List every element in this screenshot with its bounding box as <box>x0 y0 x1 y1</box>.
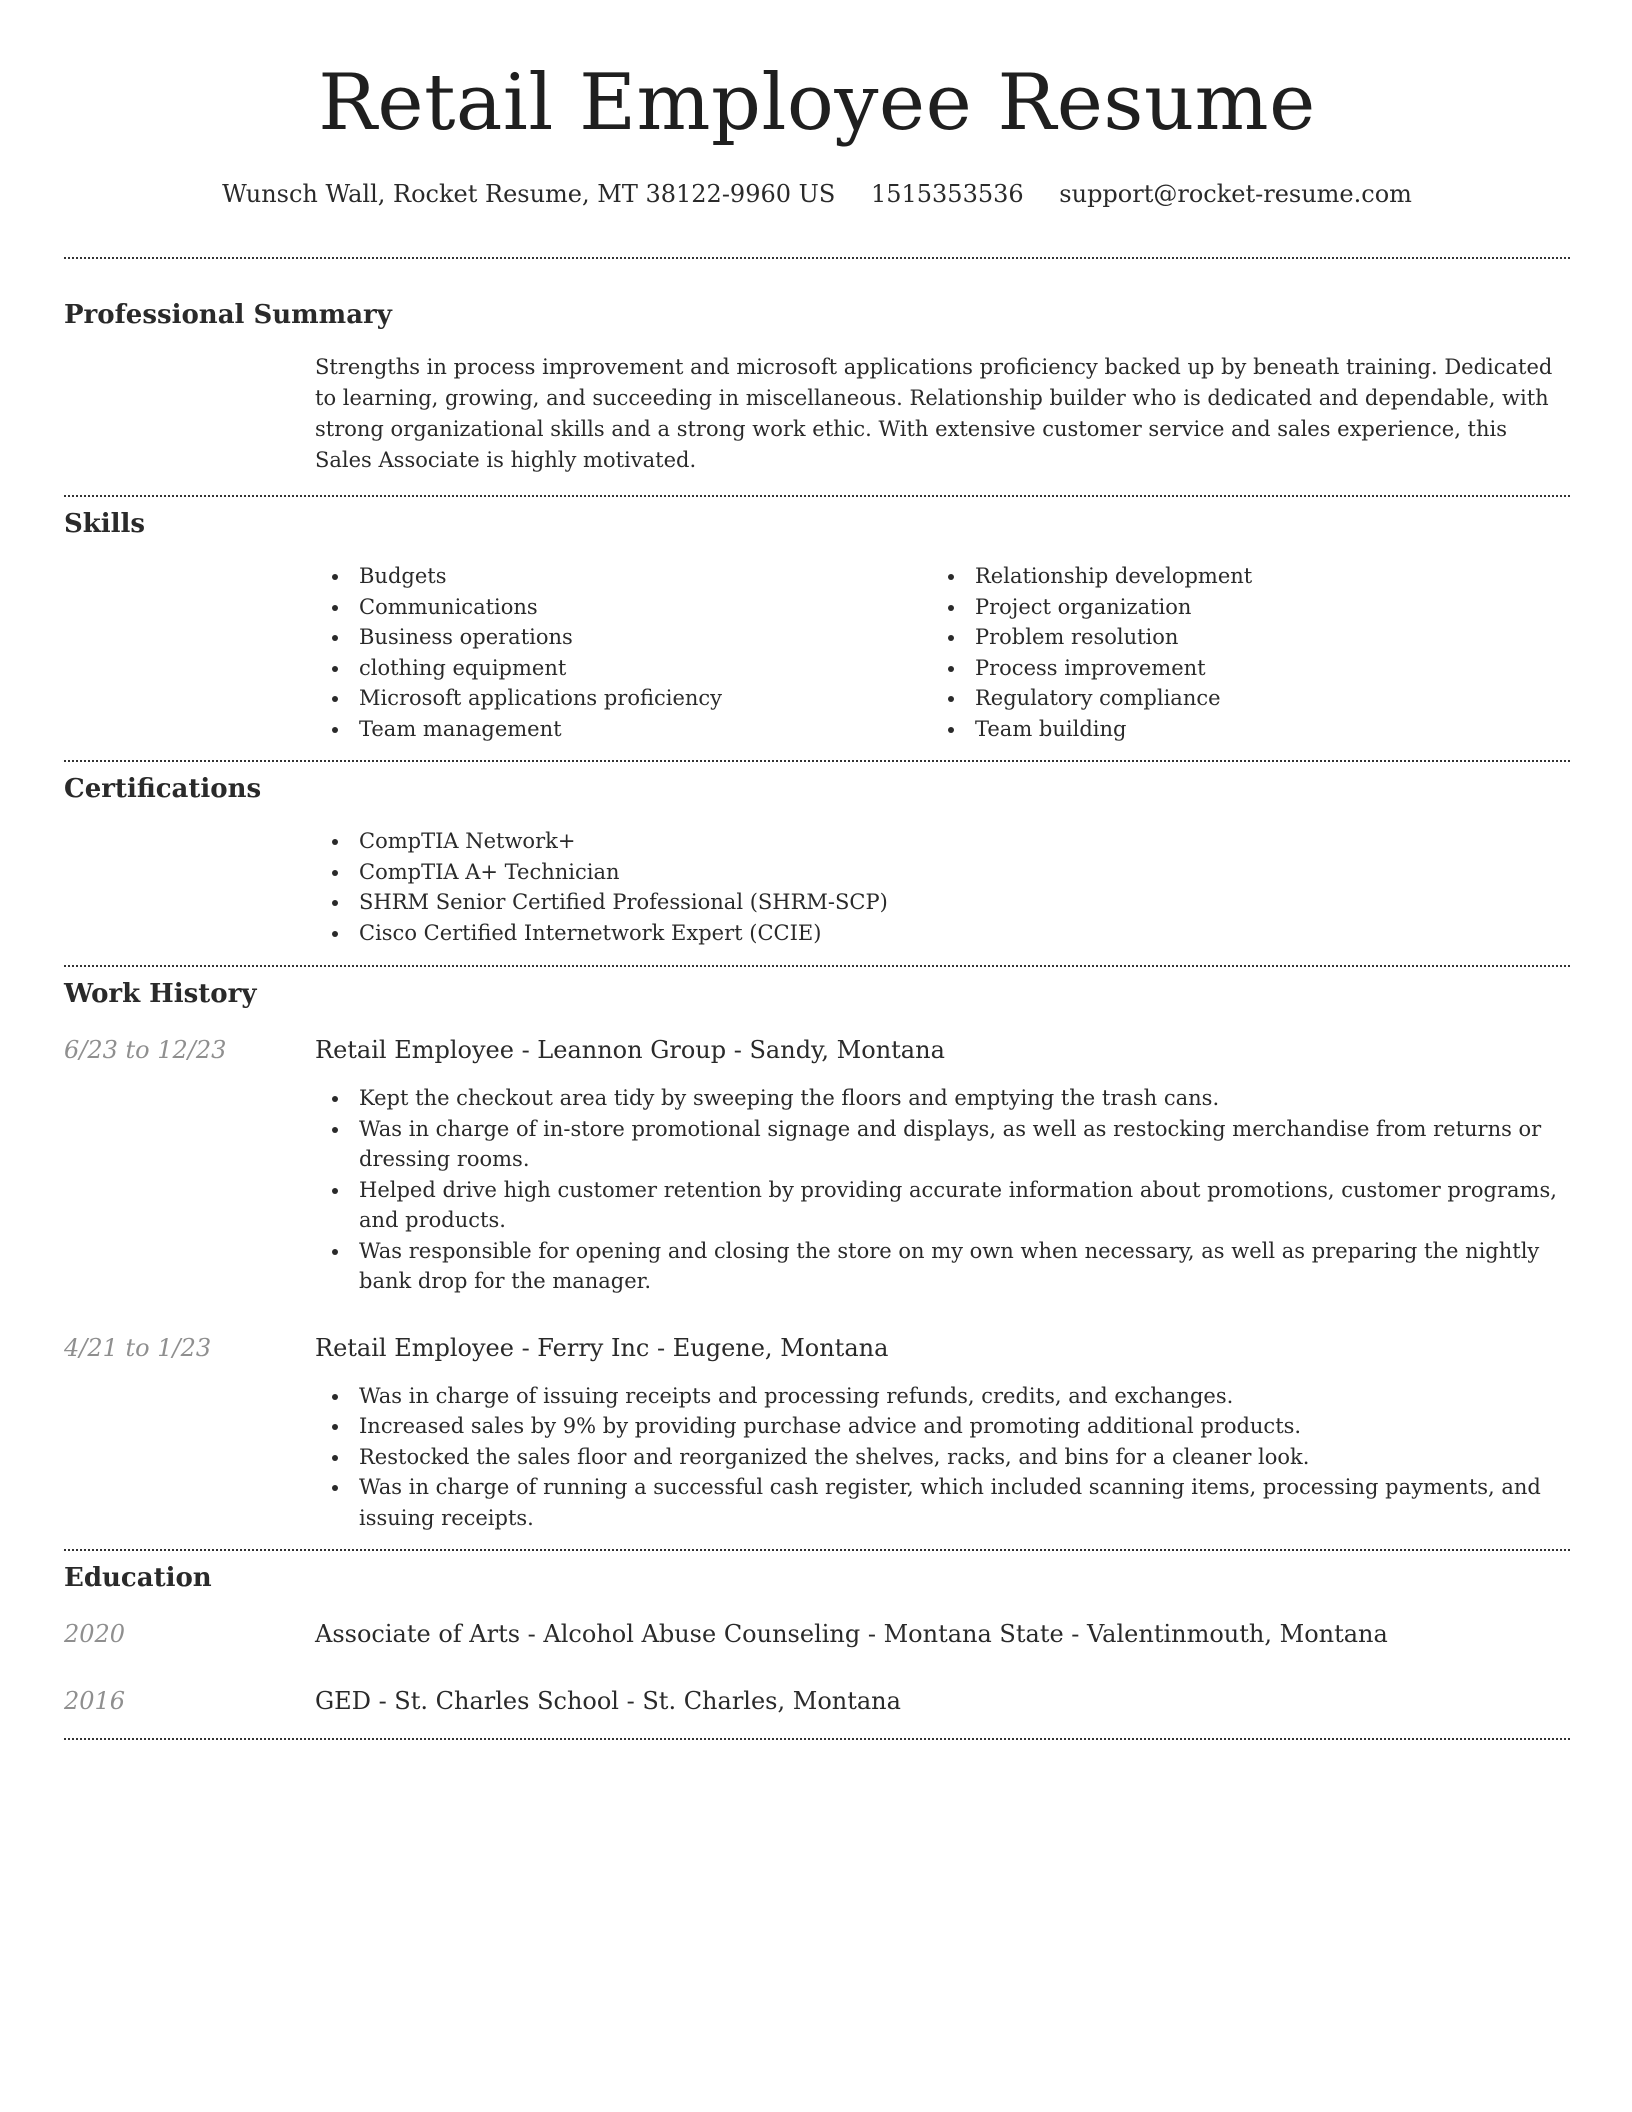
job-date: 4/21 to 1/23 <box>64 1333 212 1362</box>
divider <box>64 1549 1570 1551</box>
education-year: 2016 <box>64 1687 126 1715</box>
job-bullet: Was in charge of running a successful cash register, which included scanning items, processing payments, and issuing receipts. <box>315 1472 1570 1533</box>
section-title-skills: Skills <box>64 509 146 539</box>
divider <box>64 1738 1570 1740</box>
email-text: support@rocket-resume.com <box>1059 180 1412 208</box>
divider <box>64 965 1570 967</box>
education-title: GED - St. Charles School - St. Charles, Montana <box>315 1687 901 1715</box>
job-entry <box>64 1332 1570 1534</box>
section-title-certifications: Certifications <box>64 774 262 804</box>
phone-text: 1515353536 <box>870 180 1024 208</box>
certifications-section <box>64 772 1570 948</box>
education-entry <box>64 1685 1570 1717</box>
skills-section <box>64 507 1570 744</box>
summary-text: Strengths in process improvement and microsoft applications proficiency backed up by beneath training. Dedicated to learning, growing, and succeeding in miscellaneous. Relationship builder who is dedicated and dependable, with strong organizational skills and a strong work ethic. With extensive customer service and sales experience, this Sales Associate is highly motivated. <box>315 355 1553 472</box>
address-text: Wunsch Wall, Rocket Resume, MT 38122-9960 US <box>222 180 836 208</box>
education-year: 2020 <box>64 1620 126 1648</box>
skills-list <box>315 561 1570 744</box>
certification-item: SHRM Senior Certified Professional (SHRM-SCP) <box>315 887 1570 918</box>
skills-column-left <box>315 561 931 744</box>
certification-item: Cisco Certified Internetwork Expert (CCIE) <box>315 918 1570 949</box>
resume-title: Retail Employee Resume <box>318 58 1316 148</box>
skill-item: Team building <box>931 714 1547 745</box>
job-bullet: Helped drive high customer retention by providing accurate information about promotions, customer programs, and products. <box>315 1175 1570 1236</box>
skill-item: clothing equipment <box>315 653 931 684</box>
job-bullets <box>315 1083 1570 1297</box>
job-bullet: Was in charge of issuing receipts and processing refunds, credits, and exchanges. <box>315 1381 1570 1412</box>
skill-item: Communications <box>315 592 931 623</box>
summary-section <box>64 298 1570 476</box>
divider <box>64 760 1570 762</box>
work-history-section <box>64 977 1570 1533</box>
education-title: Associate of Arts - Alcohol Abuse Counseling - Montana State - Valentinmouth, Montana <box>315 1620 1388 1648</box>
section-title-summary: Professional Summary <box>64 300 392 330</box>
section-title-work-history: Work History <box>64 979 257 1009</box>
certifications-list <box>315 826 1570 948</box>
job-title: Retail Employee - Leannon Group - Sandy, Montana <box>315 1036 945 1064</box>
education-entry <box>64 1618 1570 1650</box>
contact-line <box>64 178 1570 210</box>
divider <box>64 495 1570 497</box>
job-bullet: Increased sales by 9% by providing purchase advice and promoting additional products. <box>315 1411 1570 1442</box>
skill-item: Microsoft applications proficiency <box>315 683 931 714</box>
job-title: Retail Employee - Ferry Inc - Eugene, Montana <box>315 1333 889 1362</box>
certification-item: CompTIA Network+ <box>315 826 1570 857</box>
skill-item: Regulatory compliance <box>931 683 1547 714</box>
job-bullet: Was responsible for opening and closing the store on my own when necessary, as well as preparing the nightly bank drop for the manager. <box>315 1236 1570 1297</box>
job-bullet: Kept the checkout area tidy by sweeping the floors and emptying the trash cans. <box>315 1083 1570 1114</box>
skill-item: Process improvement <box>931 653 1547 684</box>
job-entry <box>64 1034 1570 1297</box>
education-section <box>64 1561 1570 1717</box>
section-title-education: Education <box>64 1563 212 1593</box>
skill-item: Business operations <box>315 622 931 653</box>
divider <box>64 257 1570 259</box>
certification-item: CompTIA A+ Technician <box>315 857 1570 888</box>
job-bullet: Was in charge of in-store promotional signage and displays, as well as restocking merchandise from returns or dressing rooms. <box>315 1114 1570 1175</box>
skill-item: Problem resolution <box>931 622 1547 653</box>
skill-item: Budgets <box>315 561 931 592</box>
skills-column-right <box>931 561 1547 744</box>
skill-item: Team management <box>315 714 931 745</box>
skill-item: Relationship development <box>931 561 1547 592</box>
job-bullet: Restocked the sales floor and reorganized the shelves, racks, and bins for a cleaner look. <box>315 1442 1570 1473</box>
job-date: 6/23 to 12/23 <box>64 1036 227 1064</box>
skill-item: Project organization <box>931 592 1547 623</box>
job-bullets <box>315 1381 1570 1534</box>
resume-page <box>64 0 1570 1740</box>
